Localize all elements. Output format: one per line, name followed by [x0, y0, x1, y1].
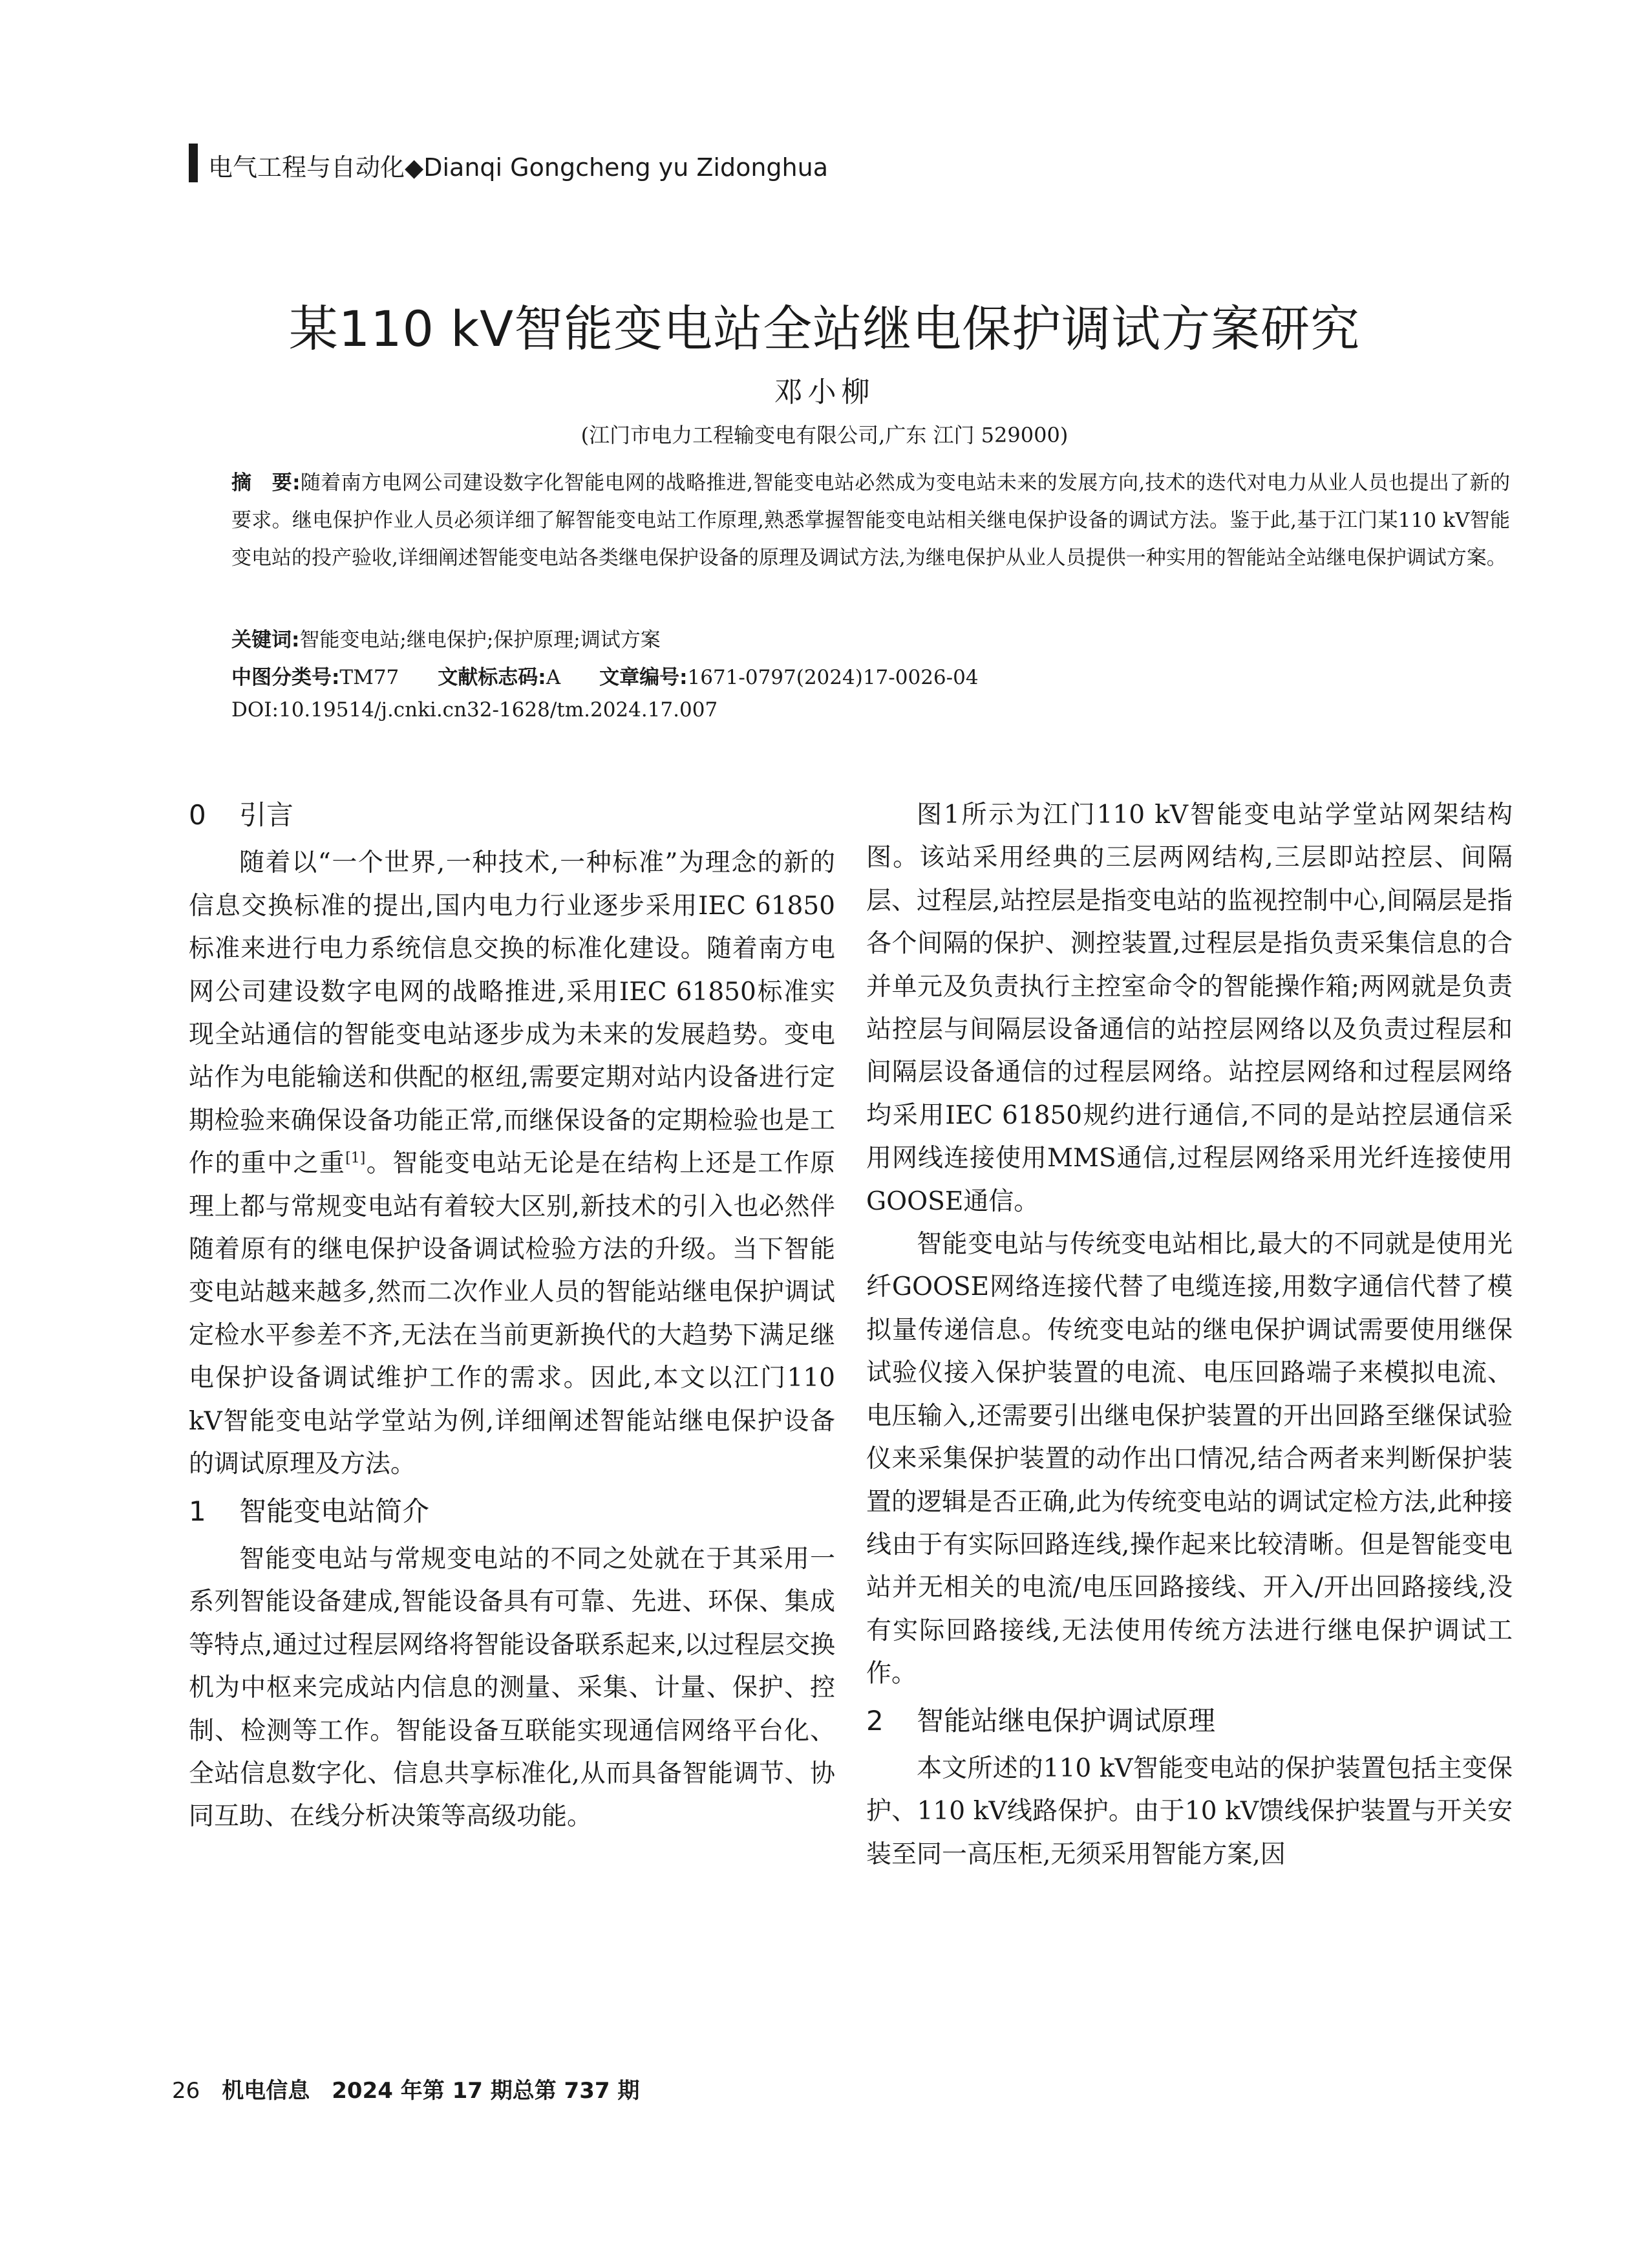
clc-label: 中图分类号:	[231, 666, 340, 689]
keywords	[231, 623, 661, 652]
section-0-title: 引言	[239, 799, 294, 831]
section-2-number: 2	[866, 1704, 884, 1737]
section-1-paragraph-3: 智能变电站与传统变电站相比,最大的不同就是使用光纤GOOSE网络连接代替了电缆连接,用数字通信代替了模拟量传递信息。传统变电站的继电保护调试需要使用继保试验仪接入保护装置的电流、电压回路端子来模拟电流、电压输入,还需要引出继电保护装置的开出回路至继保试验仪来采集保护装置的动作出口情况,结合两者来判断保护装置的逻辑是否正确,此为传统变电站的调试定检方法,此种接线由于有实际回路连线,操作起来比较清晰。但是智能变电站并无相关的电流/电压回路接线、开入/开出回路接线,没有实际回路接线,无法使用传统方法进行继电保护调试工作。	[866, 1230, 1513, 1689]
doi-line	[231, 698, 718, 722]
clc-value: TM77	[339, 666, 399, 689]
section-0-text-a: 随着以“一个世界,一种技术,一种标准”为理念的新的信息交换标准的提出,国内电力行业逐步采用IEC 61850标准来进行电力系统信息交换的标准化建设。随着南方电网公司建设数字电网的战略推进,采用IEC 61850标准实现全站通信的智能变电站逐步成为未来的发展趋势。变电站作为电能输送和供配的枢纽,需要定期对站内设备进行定期检验来确保设备功能正常,而继保设备的定期检验也是工作的重中之重	[189, 848, 835, 1179]
left-column	[189, 794, 835, 1839]
doi-label: DOI:	[231, 698, 279, 722]
doi-value: 10.19514/j.cnki.cn32-1628/tm.2024.17.007	[278, 698, 718, 722]
section-1-paragraph-2: 图1所示为江门110 kV智能变电站学堂站网架结构图。该站采用经典的三层两网结构,三层即站控层、间隔层、过程层,站控层是指变电站的监视控制中心,间隔层是指各个间隔的保护、测控装置,过程层是指负责采集信息的合并单元及负责执行主控室命令的智能操作箱;两网就是负责站控层与间隔层设备通信的站控层网络以及负责过程层和间隔层设备通信的过程层网络。站控层网络和过程层网络均采用IEC 61850规约进行通信,不同的是站控层通信采用网线连接使用MMS通信,过程层网络采用光纤连接使用GOOSE通信。	[866, 800, 1513, 1216]
section-0-heading	[189, 794, 835, 842]
abstract-label: 摘 要:	[231, 471, 301, 495]
section-1-heading	[189, 1486, 835, 1538]
section-1-number: 1	[189, 1495, 206, 1527]
keywords-label: 关键词:	[231, 628, 300, 652]
section-2-title: 智能站继电保护调试原理	[917, 1704, 1216, 1737]
abstract	[231, 464, 1510, 577]
footer-journal-issue: 机电信息 2024 年第 17 期总第 737 期	[222, 2078, 640, 2104]
section-1-paragraph-1: 智能变电站与常规变电站的不同之处就在于其采用一系列智能设备建成,智能设备具有可靠、先进、环保、集成等特点,通过过程层网络将智能设备联系起来,以过程层交换机为中枢来完成站内信息的测量、采集、计量、保护、控制、检测等工作。智能设备互联能实现通信网络平台化、全站信息数字化、信息共享标准化,从而具备智能调节、协同互助、在线分析决策等高级功能。	[189, 1544, 835, 1832]
keywords-text: 智能变电站;继电保护;保护原理;调试方案	[299, 628, 661, 652]
section-0-number: 0	[189, 799, 206, 831]
page-footer	[172, 2073, 639, 2104]
section-2-heading	[866, 1696, 1513, 1748]
article-number-value: 1671-0797(2024)17-0026-04	[687, 666, 979, 689]
page-number: 26	[172, 2078, 200, 2104]
author: 邓小柳	[774, 376, 875, 409]
section-1-title: 智能变电站简介	[239, 1495, 430, 1527]
abstract-text: 随着南方电网公司建设数字化智能电网的战略推进,智能变电站必然成为变电站未来的发展方向,技术的迭代对电力从业人员也提出了新的要求。继电保护作业人员必须详细了解智能变电站工作原理,熟悉掌握智能变电站相关继电保护设备的调试方法。鉴于此,基于江门某110 kV智能变电站的投产验收,详细阐述智能变电站各类继电保护设备的原理及调试方法,为继电保护从业人员提供一种实用的智能站全站继电保护调试方案。	[231, 471, 1511, 570]
reference-marker: [1]	[345, 1150, 366, 1167]
doc-code-value: A	[546, 666, 561, 689]
right-column	[866, 794, 1513, 1876]
article-title: 某110 kV智能变电站全站继电保护调试方案研究	[288, 300, 1361, 358]
doc-code-label: 文献标志码:	[438, 666, 546, 689]
section-2-paragraph-1: 本文所述的110 kV智能变电站的保护装置包括主变保护、110 kV线路保护。由于10 kV馈线保护装置与开关安装至同一高压柜,无须采用智能方案,因	[866, 1753, 1513, 1869]
affiliation: (江门市电力工程输变电有限公司,广东 江门 529000)	[580, 423, 1069, 447]
section-0-paragraph	[189, 842, 835, 1486]
classification-line	[231, 661, 979, 690]
section-0-text-b: 。智能变电站无论是在结构上还是工作原理上都与常规变电站有着较大区别,新技术的引入也必然伴随着原有的继电保护设备调试检验方法的升级。当下智能变电站越来越多,然而二次作业人员的智能站继电保护调试定检水平参差不齐,无法在当前更新换代的大趋势下满足继电保护设备调试维护工作的需求。因此,本文以江门110 kV智能变电站学堂站为例,详细阐述智能站继电保护设备的调试原理及方法。	[189, 1149, 835, 1479]
article-number-label: 文章编号:	[599, 666, 688, 689]
journal-header: 电气工程与自动化◆Dianqi Gongcheng yu Zidonghua	[208, 153, 828, 182]
header-bar	[189, 144, 198, 182]
